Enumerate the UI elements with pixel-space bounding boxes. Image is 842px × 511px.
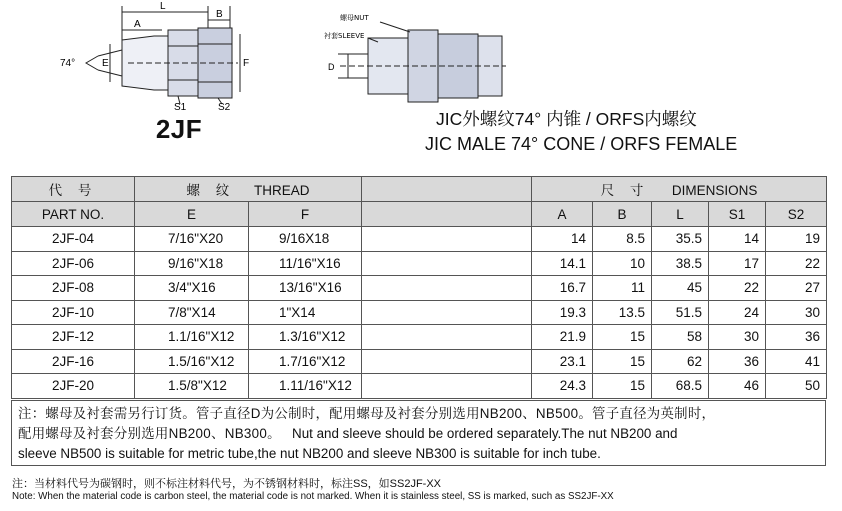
fitting-drawing-left	[58, 0, 258, 112]
cell-L: 58	[652, 325, 709, 350]
cell-F: 13/16"X16	[249, 276, 362, 301]
cell-A: 21.9	[532, 325, 593, 350]
cell-S2: 30	[766, 300, 827, 325]
cell-blank	[362, 227, 532, 252]
header-thread-en: THREAD	[254, 183, 310, 198]
header-part-cn: 代 号	[12, 177, 135, 202]
note-line-2-cn: 配用螺母及衬套分别选用NB200、NB300。	[18, 426, 281, 441]
cell-E: 7/16"X20	[135, 227, 249, 252]
cell-part: 2JF-16	[12, 349, 135, 374]
cell-S1: 30	[709, 325, 766, 350]
header-dim-en: DIMENSIONS	[671, 183, 758, 198]
note-line-1: 注：螺母及衬套需另行订货。管子直径D为公制时，配用螺母及衬套分别选用NB200、NB500。管子直径为英制时，	[18, 406, 716, 421]
title-english: JIC MALE 74° CONE / ORFS FEMALE	[425, 134, 738, 154]
spec-table	[11, 176, 827, 399]
cell-L: 45	[652, 276, 709, 301]
cell-blank	[362, 300, 532, 325]
cell-B: 8.5	[593, 227, 652, 252]
cell-F: 11/16"X16	[249, 251, 362, 276]
label-sleeve: 衬套SLEEVE	[324, 32, 365, 40]
title-chinese: JIC外螺纹74° 内锥 / ORFS内螺纹	[436, 109, 697, 129]
footnote-chinese: 注：当材料代号为碳钢时，则不标注材料代号，为不锈钢材料时，标注SS，如SS2JF-XX	[12, 478, 442, 490]
cell-E: 7/8"X14	[135, 300, 249, 325]
cell-S2: 36	[766, 325, 827, 350]
label-nut: 螺母NUT	[340, 14, 369, 22]
cell-F: 1.11/16"X12	[249, 374, 362, 399]
cell-S1: 17	[709, 251, 766, 276]
cell-S1: 36	[709, 349, 766, 374]
header-blank-2	[362, 202, 532, 227]
footnote-english: Note: When the material code is carbon steel, the material code is not marked. When it is stainless steel, SS is marked, such as SS2JF-XX	[12, 491, 614, 502]
fitting-drawing-right	[318, 8, 508, 108]
label-L: L	[160, 1, 166, 12]
cell-L: 68.5	[652, 374, 709, 399]
cell-part: 2JF-20	[12, 374, 135, 399]
cell-L: 62	[652, 349, 709, 374]
cell-B: 11	[593, 276, 652, 301]
cell-L: 35.5	[652, 227, 709, 252]
note-line-3: sleeve NB500 is suitable for metric tube,the nut NB200 and sleeve NB300 is suitable for inch tube.	[18, 446, 601, 461]
cell-A: 14.1	[532, 251, 593, 276]
cell-S2: 27	[766, 276, 827, 301]
cell-E: 1.5/16"X12	[135, 349, 249, 374]
cell-B: 15	[593, 325, 652, 350]
header-B: B	[593, 202, 652, 227]
cell-part: 2JF-08	[12, 276, 135, 301]
table-row	[12, 349, 827, 374]
cell-A: 14	[532, 227, 593, 252]
cell-B: 13.5	[593, 300, 652, 325]
cell-S2: 19	[766, 227, 827, 252]
label-E: E	[102, 58, 109, 69]
cell-E: 1.5/8"X12	[135, 374, 249, 399]
label-D: D	[328, 62, 335, 72]
cell-blank	[362, 251, 532, 276]
cell-L: 38.5	[652, 251, 709, 276]
cell-B: 10	[593, 251, 652, 276]
header-A: A	[532, 202, 593, 227]
cell-S1: 14	[709, 227, 766, 252]
header-blank	[362, 177, 532, 202]
table-row	[12, 276, 827, 301]
cell-part: 2JF-12	[12, 325, 135, 350]
cell-F: 1.7/16"X12	[249, 349, 362, 374]
cell-blank	[362, 349, 532, 374]
table-row	[12, 227, 827, 252]
table-row	[12, 251, 827, 276]
label-angle: 74°	[60, 58, 76, 69]
note-line-2-en: Nut and sleeve should be ordered separately.The nut NB200 and	[292, 426, 678, 441]
cell-part: 2JF-04	[12, 227, 135, 252]
cell-part: 2JF-06	[12, 251, 135, 276]
cell-F: 9/16X18	[249, 227, 362, 252]
label-A: A	[134, 19, 141, 30]
header-E: E	[135, 202, 249, 227]
header-dim-cn: 尺 寸	[600, 183, 650, 198]
header-thread-cn: 螺 纹	[186, 183, 236, 198]
cell-E: 1.1/16"X12	[135, 325, 249, 350]
cell-E: 3/4"X16	[135, 276, 249, 301]
cell-S1: 22	[709, 276, 766, 301]
label-S2: S2	[218, 102, 231, 112]
table-row	[12, 374, 827, 399]
cell-B: 15	[593, 374, 652, 399]
cell-blank	[362, 374, 532, 399]
cell-S2: 22	[766, 251, 827, 276]
cell-A: 24.3	[532, 374, 593, 399]
header-part-no: PART NO.	[12, 202, 135, 227]
cell-blank	[362, 276, 532, 301]
cell-S2: 41	[766, 349, 827, 374]
header-L: L	[652, 202, 709, 227]
table-row	[12, 325, 827, 350]
cell-F: 1"X14	[249, 300, 362, 325]
cell-F: 1.3/16"X12	[249, 325, 362, 350]
header-row-2	[12, 202, 827, 227]
cell-A: 16.7	[532, 276, 593, 301]
cell-L: 51.5	[652, 300, 709, 325]
model-code: 2JF	[155, 114, 203, 144]
label-F: F	[243, 58, 250, 69]
label-S1: S1	[174, 102, 187, 112]
cell-part: 2JF-10	[12, 300, 135, 325]
cell-S1: 24	[709, 300, 766, 325]
cell-A: 23.1	[532, 349, 593, 374]
header-F: F	[249, 202, 362, 227]
cell-E: 9/16"X18	[135, 251, 249, 276]
label-B: B	[216, 9, 223, 20]
header-row-1	[12, 177, 827, 202]
cell-S1: 46	[709, 374, 766, 399]
order-note	[11, 400, 826, 466]
header-S1: S1	[709, 202, 766, 227]
header-thread	[135, 177, 362, 202]
header-dimensions	[532, 177, 827, 202]
cell-B: 15	[593, 349, 652, 374]
cell-S2: 50	[766, 374, 827, 399]
table-row	[12, 300, 827, 325]
cell-A: 19.3	[532, 300, 593, 325]
cell-blank	[362, 325, 532, 350]
header-S2: S2	[766, 202, 827, 227]
note-line-2	[18, 424, 819, 444]
